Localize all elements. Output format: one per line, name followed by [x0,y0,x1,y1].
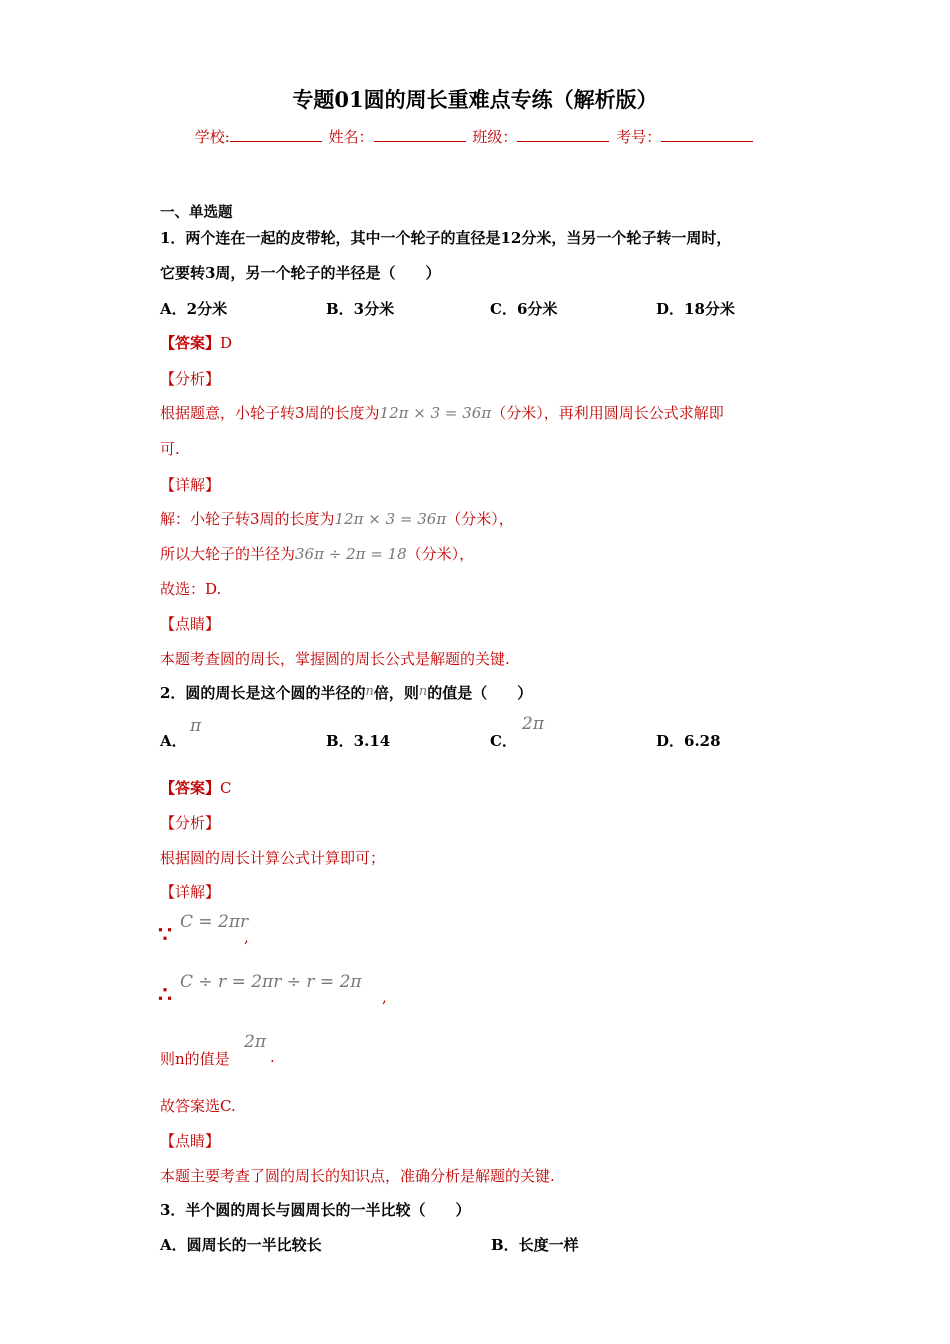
q2-comment-tag: 【点睛】 [160,1132,221,1150]
q2-option-a-math: π [190,716,202,736]
q2-comment: 本题主要考查了圆的周长的知识点，准确分析是解题的关键. [160,1167,555,1185]
q2-equation-1: C = 2πr [180,912,249,932]
therefore-symbol: ∴ [158,982,172,1008]
q2-equation-1-comma: , [244,928,249,946]
q1-option-b[interactable]: B．3分米 [326,300,395,318]
q2-answer [160,777,232,798]
detail-text: 解：小轮子转3周的长度为 [160,510,335,528]
q2-var-n: n [418,684,428,699]
analysis-formula: 12π × 3 = 36π [379,404,492,422]
q2-question [160,682,532,703]
q2-equation-2-comma: , [382,988,387,1006]
detail-text-end: （分米）， [406,545,475,563]
q2-result-text: 则n的值是 [160,1050,230,1068]
student-info-line [0,126,950,147]
detail-text-end: （分米）， [446,510,514,528]
q1-detail-tag: 【详解】 [160,476,221,494]
q2-option-a[interactable]: A． [160,732,187,750]
school-label: 学校: [194,128,230,146]
because-symbol: ∵ [158,922,172,948]
q1-detail-line3: 故选：D. [160,580,222,598]
q2-result-math: 2π [244,1032,266,1052]
q1-analysis-line2: 可. [160,440,180,458]
q1-option-c[interactable]: C．6分米 [490,300,558,318]
q2-text: 2．圆的周长是这个圆的半径的 [160,684,366,702]
q2-equation-2: C ÷ r = 2πr ÷ r = 2π [180,972,362,992]
q2-option-d[interactable]: D．6.28 [656,732,721,750]
class-blank[interactable] [517,127,609,142]
section-heading: 一、单选题 [160,204,233,221]
name-label: 姓名： [328,128,374,146]
q1-answer [160,332,232,353]
q1-line2: 它要转3周，另一个轮子的半径是（ ） [160,264,441,282]
analysis-text: 根据题意，小轮子转3周的长度为 [160,404,380,422]
q2-detail-tag: 【详解】 [160,883,221,901]
name-blank[interactable] [374,127,466,142]
answer-tag: 【答案】 [160,779,221,797]
q1-comment-tag: 【点睛】 [160,615,221,633]
answer-value: C [220,779,232,797]
class-label: 班级： [472,128,518,146]
q2-option-c-math: 2π [522,714,544,734]
q2-analysis-tag: 【分析】 [160,814,221,832]
q1-detail-line2 [160,543,474,564]
analysis-text-end: （分米），再利用圆周长公式求解即 [491,404,724,422]
exam-blank[interactable] [661,127,753,142]
exam-label: 考号： [616,128,662,146]
q1-analysis-tag: 【分析】 [160,370,221,388]
answer-tag: 【答案】 [160,334,221,352]
detail-text: 所以大轮子的半径为 [160,545,296,563]
q2-text-end: 的值是（ ） [427,684,533,702]
q2-analysis: 根据圆的周长计算公式计算即可； [160,849,386,867]
q2-var-n: n [365,684,374,699]
q2-conclusion: 故答案选C. [160,1097,236,1115]
q1-option-d[interactable]: D．18分米 [656,300,735,318]
q3-option-b[interactable]: B．长度一样 [491,1236,579,1254]
page-title: 专题01圆的周长重难点专练（解析版） [292,87,658,112]
q2-text-mid: 倍，则 [373,684,419,702]
q1-detail-line1 [160,508,514,529]
school-blank[interactable] [230,127,322,142]
q1-option-a[interactable]: A．2分米 [160,300,228,318]
detail-formula: 36π ÷ 2π = 18 [295,545,407,563]
detail-formula: 12π × 3 = 36π [334,510,447,528]
q1-line1: 1．两个连在一起的皮带轮，其中一个轮子的直径是12分米，当另一个轮子转一周时， [160,229,732,247]
q3-option-a[interactable]: A．圆周长的一半比较长 [160,1236,322,1254]
q1-comment: 本题考查圆的周长，掌握圆的周长公式是解题的关键. [160,650,510,668]
q2-option-c[interactable]: C． [490,732,517,750]
q2-option-b[interactable]: B．3.14 [326,732,391,750]
q1-analysis-line1 [160,402,724,423]
answer-value: D [220,334,233,352]
q3-question: 3．半个圆的周长与圆周长的一半比较（ ） [160,1201,471,1219]
q2-result-period: . [270,1048,275,1066]
